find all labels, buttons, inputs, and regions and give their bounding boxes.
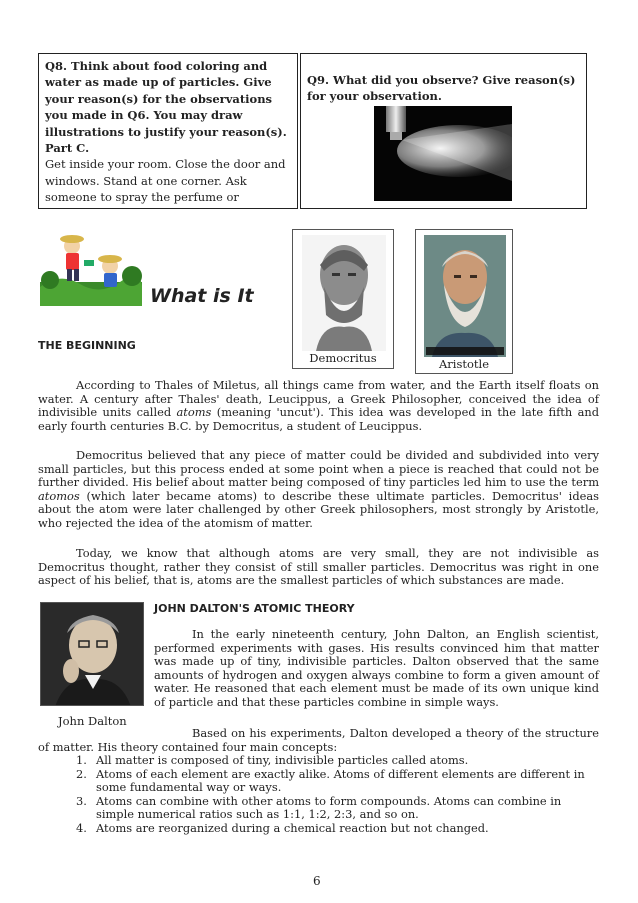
democritus-bust-image [302,235,386,351]
list-item: 4. Atoms are reorganized during a chemical reaction but not changed. [76,820,489,835]
list-item: 2. Atoms of each element are exactly alike. Atoms of different elements are different in some fundamental way or ways. [76,766,585,795]
list-item: 3. Atoms can combine with other atoms to form compounds. Atoms can combine in simple numerical ratios such as 1:1, 1:2, 2:3, and so on. [76,793,562,822]
democritus-caption: Democritus [309,351,377,365]
dalton-concepts-list [76,754,599,836]
q8-question: Q8. Think about food coloring and water as made up of particles. Give your reason(s) for the observations you made in Q6. You may draw illustrations to justify your reason(s). [45,59,287,139]
children-gardening-illustration [40,232,142,306]
page-number: 6 [313,874,321,888]
democritus-photo-frame [292,229,394,369]
perfume-spray-image [374,106,512,201]
q9-box [300,53,587,209]
aristotle-caption: Aristotle [438,357,490,371]
aristotle-photo-frame [415,229,513,374]
paragraph-dalton-experiments: In the early nineteenth century, John Dalton, an English scientist, performed experiments with gases. His results convinced him that matter was made up of tiny, indivisible particles. Dalton observed that the same amounts of hydrogen and oxygen always combine to form a given amount of water. He reasoned that each element must be made of its own unique kind of particle and that these particles combine in simple ways. [154,627,599,709]
q8-part-label: Part C. [45,141,90,156]
list-item: 1. All matter is composed of tiny, indivisible particles called atoms. [76,753,469,767]
q9-question: Q9. What did you observe? Give reason(s) for your observation. [307,73,576,104]
paragraph-democritus: Democritus believed that any piece of matter could be divided and subdivided into very small particles, but this process ended at some point when a piece is reached that could not be further divided. His belief about matter being composed of tiny particles led him to use the term atomos (which later became atoms) to describe these ultimate particles. Democritus' ideas about the atom were later challenged by other Greek philosophers, most strongly by Aristotle, who rejected the idea of the atomism of matter. [38,448,599,530]
q8-instructions: Get inside your room. Close the door and windows. Stand at one corner. Ask someone to spray the perfume or [45,157,286,205]
dalton-theory-heading: JOHN DALTON'S ATOMIC THEORY [154,602,355,615]
q8-box [38,53,298,209]
the-beginning-heading: THE BEGINNING [38,339,136,352]
section-title: What is It [150,285,254,307]
john-dalton-portrait [40,602,144,706]
aristotle-painting-image [424,235,506,357]
paragraph-thales: According to Thales of Miletus, all things came from water, and the Earth itself floats on water. A century after Thales' death, Leucippus, a Greek Philosopher, conceived the idea of indivisible units called atoms (meaning 'uncut'). This idea was developed in the late fifth and early fourth centuries B.C. by Democritus, a student of Leucippus. [38,378,600,433]
paragraph-today: Today, we know that although atoms are very small, they are not indivisible as Democritus thought, rather they consist of still smaller particles. Democritus was right in one aspect of his belief, that is, atoms are the smallest particles of which substances are made. [38,546,599,588]
paragraph-dalton-theory: Based on his experiments, Dalton developed a theory of the structure of matter. His theory contained four main concepts: [38,726,599,754]
john-dalton-caption: John Dalton [58,714,127,728]
